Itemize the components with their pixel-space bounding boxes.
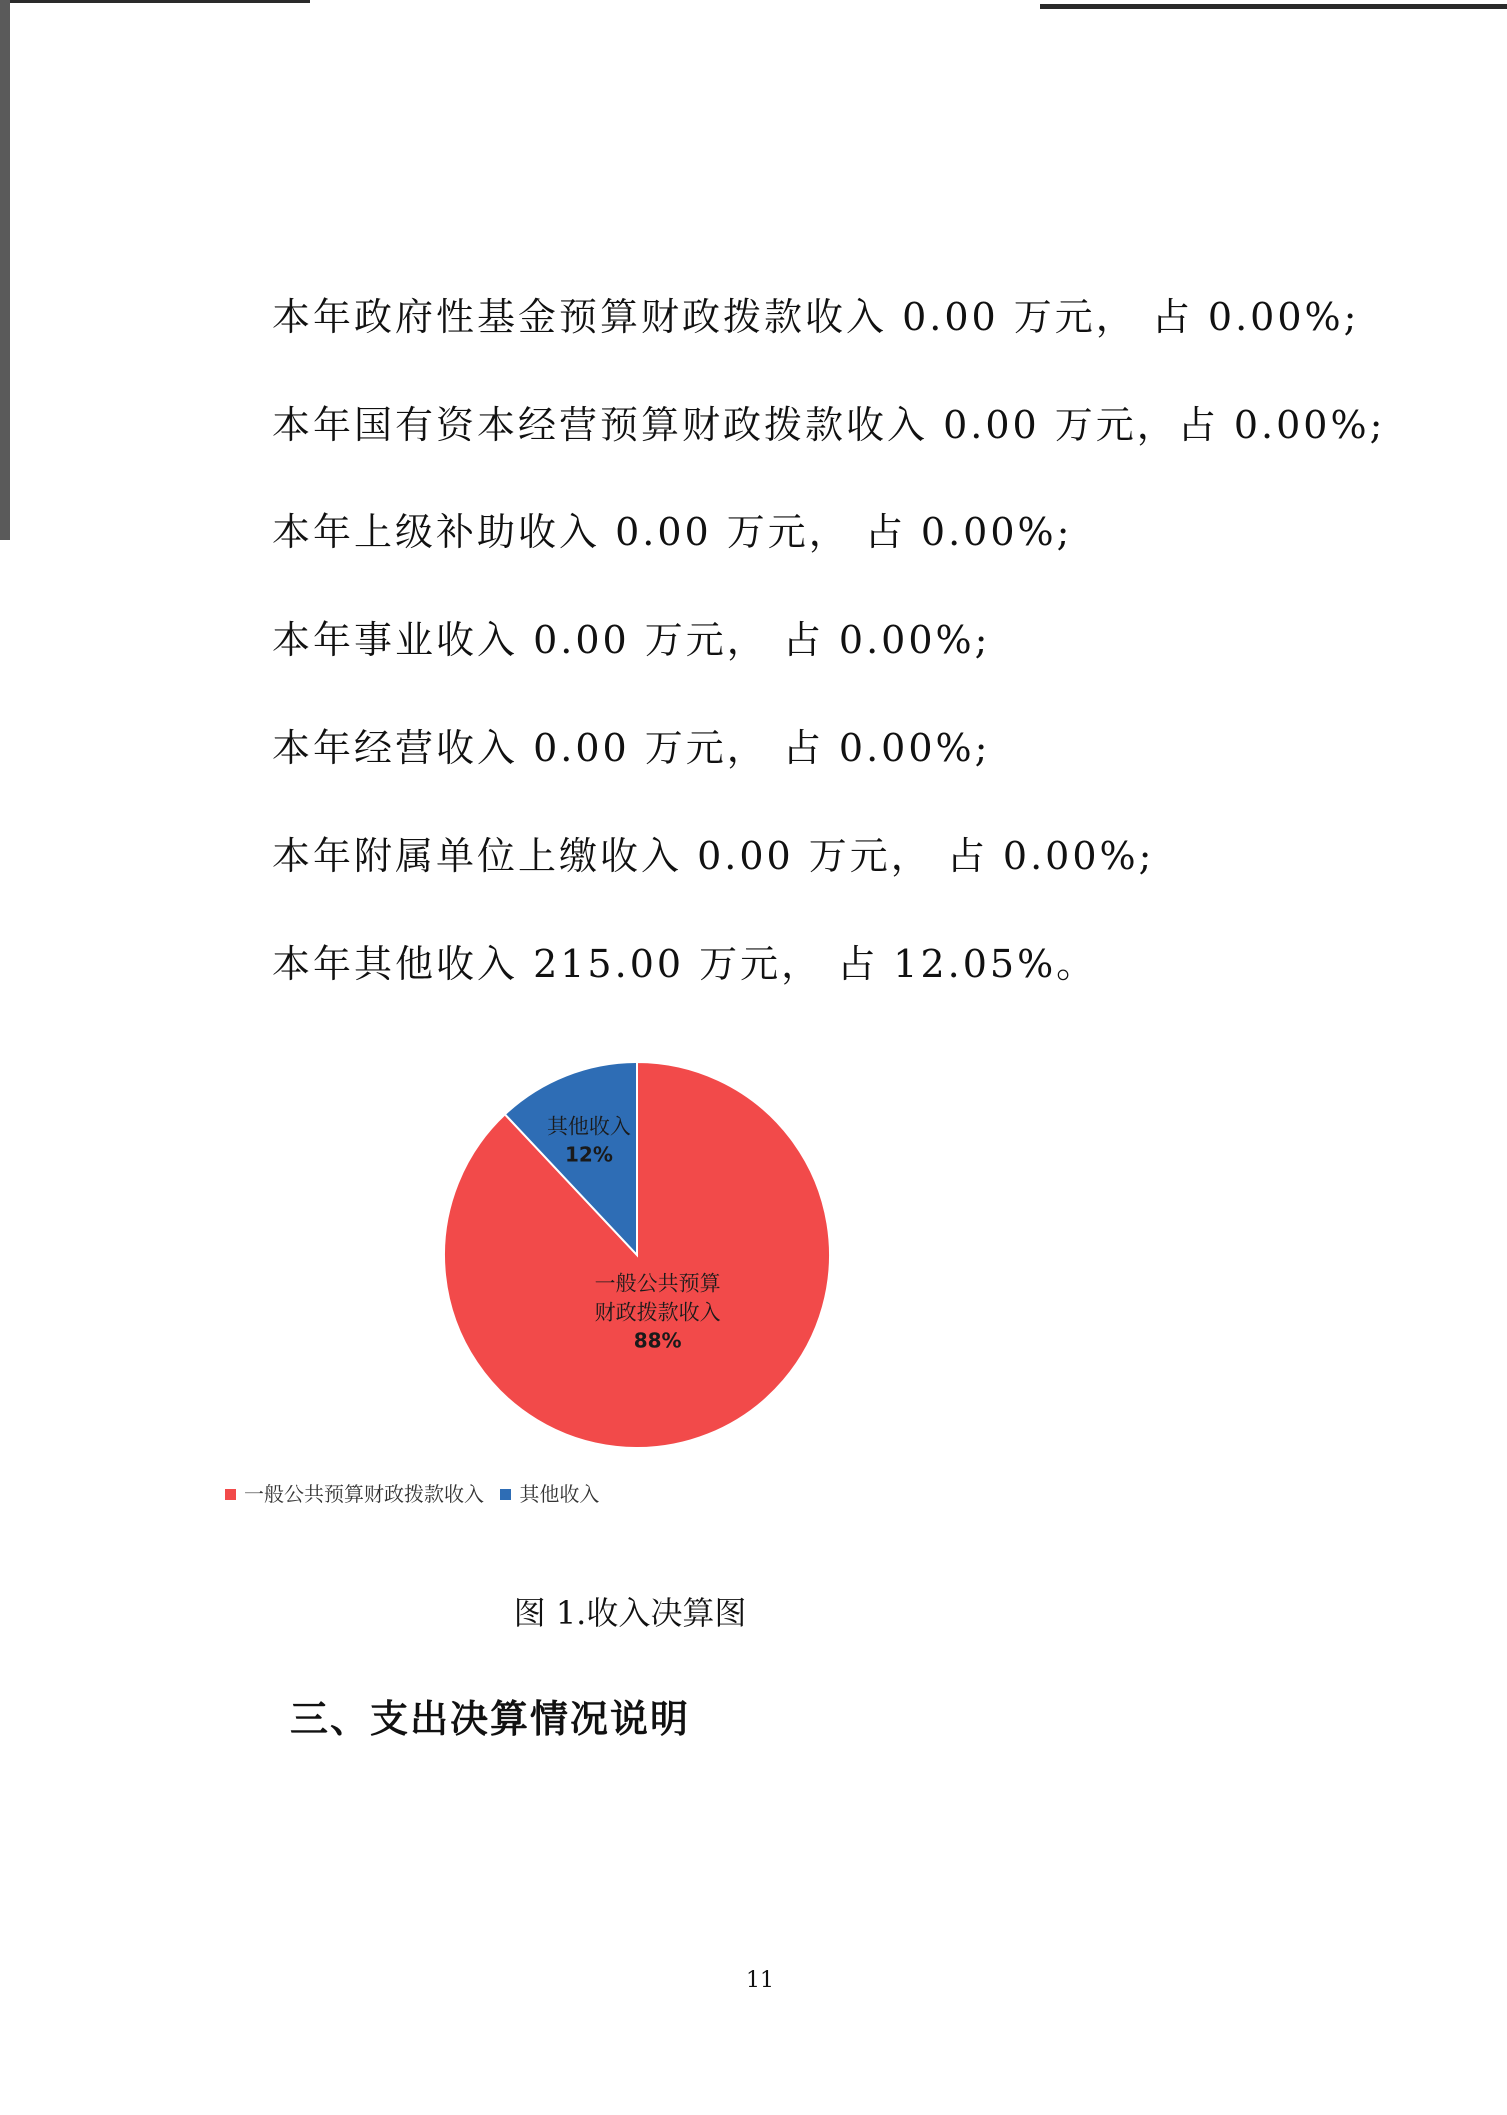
slice-label-general-budget-line2: 财政拨款收入 bbox=[594, 1300, 721, 1325]
legend-item-other-income bbox=[500, 1478, 599, 1507]
legend-label-other-income: 其他收入 bbox=[519, 1482, 600, 1506]
paragraph-other-income: 本年其他收入 215.00 万元， 占 12.05%。 bbox=[272, 942, 1098, 986]
slice-label-other-income: 其他收入 bbox=[546, 1114, 631, 1139]
scan-edge-top-left bbox=[0, 0, 310, 3]
legend-item-general-budget bbox=[225, 1478, 484, 1507]
income-pie-chart bbox=[205, 1033, 1045, 1533]
paragraph-fund-budget: 本年政府性基金预算财政拨款收入 0.00 万元， 占 0.00%; bbox=[272, 295, 1360, 339]
legend-swatch-general-budget bbox=[225, 1489, 236, 1500]
paragraph-affiliated-units: 本年附属单位上缴收入 0.00 万元， 占 0.00%; bbox=[272, 834, 1155, 878]
scan-edge-left bbox=[0, 0, 10, 540]
chart-legend bbox=[225, 1478, 875, 1507]
paragraph-state-capital: 本年国有资本经营预算财政拨款收入 0.00 万元，占 0.00%; bbox=[272, 403, 1386, 447]
paragraph-superior-subsidy: 本年上级补助收入 0.00 万元， 占 0.00%; bbox=[272, 510, 1073, 554]
figure-caption: 图 1.收入决算图 bbox=[513, 1594, 747, 1632]
section-heading: 三、支出决算情况说明 bbox=[290, 1697, 691, 1741]
legend-swatch-other-income bbox=[500, 1489, 511, 1500]
paragraph-business-income: 本年事业收入 0.00 万元， 占 0.00%; bbox=[272, 618, 991, 662]
legend-label-general-budget: 一般公共预算财政拨款收入 bbox=[244, 1482, 484, 1506]
scan-edge-top-right bbox=[1040, 4, 1507, 9]
slice-percent-general-budget: 88% bbox=[633, 1328, 682, 1353]
slice-label-general-budget-line1: 一般公共预算 bbox=[594, 1271, 721, 1296]
paragraph-operating-income: 本年经营收入 0.00 万元， 占 0.00%; bbox=[272, 726, 991, 770]
page-number: 11 bbox=[746, 1968, 774, 1993]
slice-percent-other-income: 12% bbox=[565, 1142, 613, 1167]
pie-svg bbox=[205, 1033, 1045, 1473]
